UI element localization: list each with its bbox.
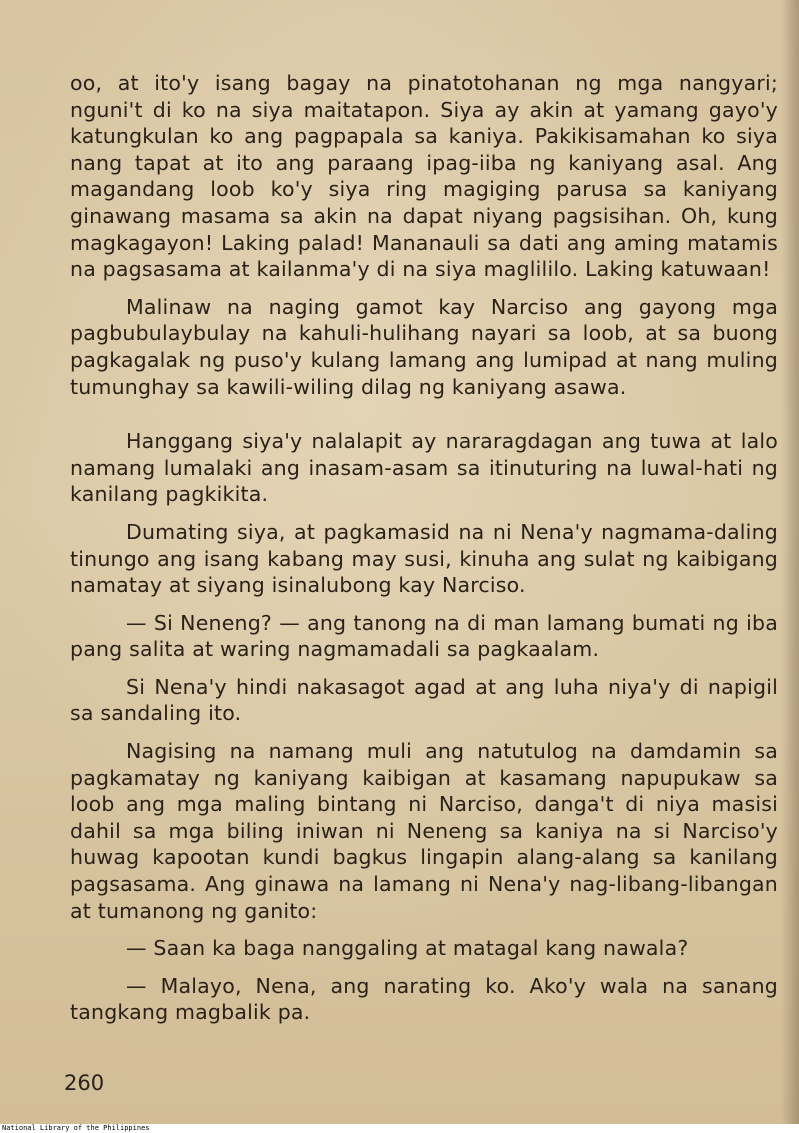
paragraph-1: oo, at ito'y isang bagay na pinatotohanan ng mga nangyari; nguni't di ko na siya maitatapon. Siya ay akin at yamang gayo'y katungkulan ko ang pagpapala sa kaniya. Pakikisamahan ko siya nang tapat at ito ang paraang ipag-iiba ng kaniyang asal. Ang magandang loob ko'y siya ring magiging parusa sa kaniyang ginawang masama sa akin na dapat niyang pagsisihan. Oh, kung magkagayon! Laking palad! Mananauli sa dati ang aming matamis na pagsasama at kailanma'y di na siya maglililo. Laking katuwaan! [70,71,778,282]
footer-bar [0,1124,799,1133]
paragraph-9: — Malayo, Nena, ang narating ko. Ako'y wala na sanang tangkang magbalik pa. [70,973,778,1025]
paragraph-6: Si Nena'y hindi nakasagot agad at ang luha niya'y di napigil sa sandaling ito. [70,674,778,726]
paragraph-3: Hanggang siya'y nalalapit ay nararagdagan ang tuwa at lalo namang lumalaki ang inasam-asam sa itinuturing na luwal-hati ng kanilang pagkikita. [70,429,778,507]
page-edge-shadow [781,0,799,1124]
footer-credit: National Library of the Philippines [2,1124,150,1132]
page-body-text [70,70,778,1037]
paragraph-4: Dumating siya, at pagkamasid na ni Nena'y nagmama-daling tinungo ang isang kabang may susi, kinuha ang sulat ng kaibigang namatay at siyang isinalubong kay Narciso. [70,519,778,598]
paragraph-8: — Saan ka baga nanggaling at matagal kang nawala? [126,936,689,961]
page-number: 260 [64,1071,105,1095]
paragraph-2: Malinaw na naging gamot kay Narciso ang gayong mga pagbubulaybulay na kahuli-hulihang nayari sa loob, at sa buong pagkagalak ng puso'y kulang lamang ang lumipad at nang muling tumunghay sa kawili-wiling dilag ng kaniyang asawa. [70,294,778,399]
paragraph-5: — Si Neneng? — ang tanong na di man lamang bumati ng iba pang salita at waring nagmamadali sa pagkaalam. [70,610,778,662]
paragraph-7: Nagising na namang muli ang natutulog na damdamin sa pagkamatay ng kaniyang kaibigan at kasamang napupukaw sa loob ang mga maling bintang ni Narciso, danga't di niya masisi dahil sa mga biling iniwan ni Neneng sa kaniya na si Narciso'y huwag kapootan kundi bagkus lingapin alang-alang sa kanilang pagsasama. Ang ginawa na lamang ni Nena'y nag-libang-libangan at tumanong ng ganito: [70,739,778,923]
